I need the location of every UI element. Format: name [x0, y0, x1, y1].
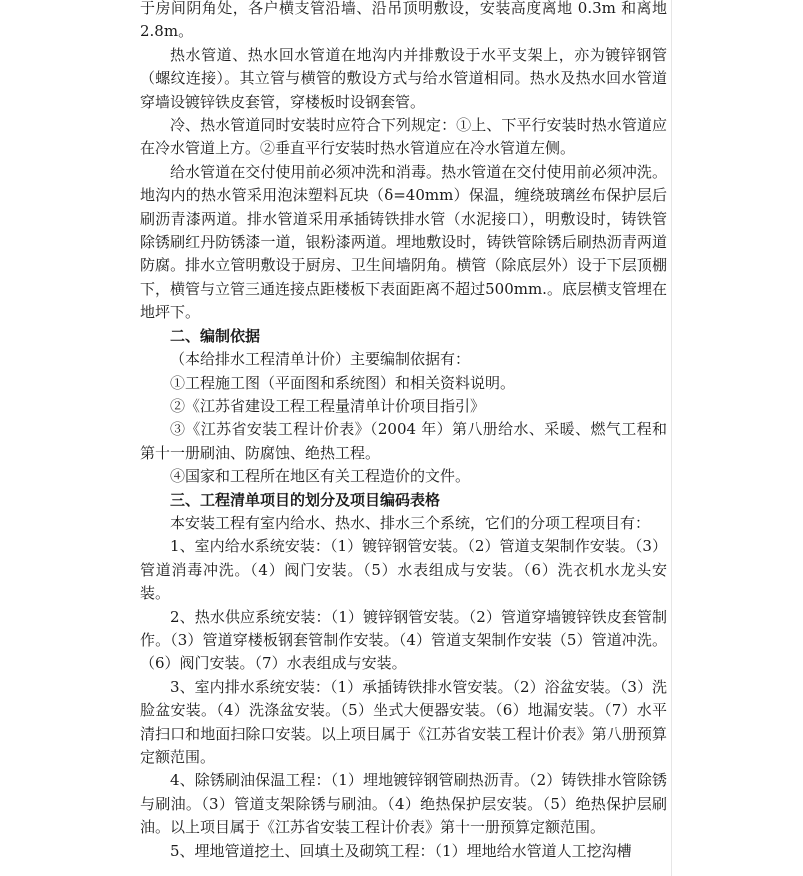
section-heading-items: 三、工程清单项目的划分及项目编码表格	[170, 490, 441, 509]
paragraph-flushing-insulation: 给水管道在交付使用前必须冲洗和消毒。热水管道在交付使用前必须冲洗。地沟内的热水管采用泡沫塑料瓦块（δ=40mm）保温，缠绕玻璃丝布保护层后刷沥青漆两道。排水管道采用承插铸铁排水管（水泥接口），明敷设时，铸铁管除锈刷红丹防锈漆一道，银粉漆两道。埋地敷设时，铸铁管除锈后刷热沥青两道防腐。排水立管明敷设于厨房、卫生间墙阴角。横管（除底层外）设于下层顶棚下，横管与立管三通连接点距楼板下表面距离不超过500mm.。底层横支管埋在地坪下。	[140, 162, 667, 322]
paragraph-cold-hot-rules: 冷、热水管道同时安装时应符合下列规定：①上、下平行安装时热水管道应在冷水管道上方。②垂直平行安装时热水管道应在冷水管道左侧。	[140, 116, 667, 158]
paragraph-items-intro: 本安装工程有室内给水、热水、排水三个系统，它们的分项工程项目有：	[170, 513, 651, 532]
list-item-system-4: 4、除锈刷油保温工程：（1）埋地镀锌钢管刷热沥青。（2）铸铁排水管除锈与刷油。（3）管道支架除锈与刷油。（4）绝热保护层安装。（5）绝热保护层刷油。以上项目属于《江苏省安装工程计价表》第十一册预算定额范围。	[140, 771, 667, 837]
list-item-basis-1: ①工程施工图（平面图和系统图）和相关资料说明。	[170, 373, 516, 392]
list-item-system-2: 2、热水供应系统安装：（1）镀锌钢管安装。（2）管道穿墙镀锌铁皮套管制作。（3）管道穿楼板钢套管制作安装。（4）管道支架制作安装（5）管道冲洗。（6）阀门安装。（7）水表组成与安装。	[140, 607, 667, 673]
list-item-system-5: 5、埋地管道挖土、回填土及砌筑工程：（1）埋地给水管道人工挖沟槽	[170, 841, 632, 860]
list-item-system-3: 3、室内排水系统安装：（1）承插铸铁排水管安装。（2）浴盆安装。（3）洗脸盆安装。（4）洗涤盆安装。（5）坐式大便器安装。（6）地漏安装。（7）水平清扫口和地面扫除口安装。以上项目属于《江苏省安装工程计价表》第八册预算定额范围。	[140, 677, 667, 766]
paragraph-basis-intro: （本给排水工程清单计价）主要编制依据有：	[170, 350, 471, 369]
paragraph-fixture-height: 于房间阴角处，各户横支管沿墙、沿吊顶明敷设，安装高度离地 0.3m 和离地 2.8m。	[140, 0, 667, 41]
document-body	[140, 0, 667, 863]
page-edge-divider	[671, 0, 672, 876]
section-heading-basis: 二、编制依据	[170, 326, 261, 345]
list-item-basis-2: ②《江苏省建设工程工程量清单计价项目指引》	[170, 396, 486, 415]
paragraph-hot-water-pipes: 热水管道、热水回水管道在地沟内并排敷设于水平支架上，亦为镀锌钢管（螺纹连接）。其立管与横管的敷设方式与给水管道相同。热水及热水回水管道穿墙设镀锌铁皮套管，穿楼板时设钢套管。	[140, 45, 667, 111]
list-item-basis-3: ③《江苏省安装工程计价表》（2004 年）第八册给水、采暖、燃气工程和第十一册刷油、防腐蚀、绝热工程。	[140, 420, 667, 462]
list-item-system-1: 1、室内给水系统安装：（1）镀锌钢管安装。（2）管道支架制作安装。（3）管道消毒冲洗。（4）阀门安装。（5）水表组成与安装。（6）洗衣机水龙头安装。	[140, 537, 667, 603]
list-item-basis-4: ④国家和工程所在地区有关工程造价的文件。	[170, 467, 471, 486]
